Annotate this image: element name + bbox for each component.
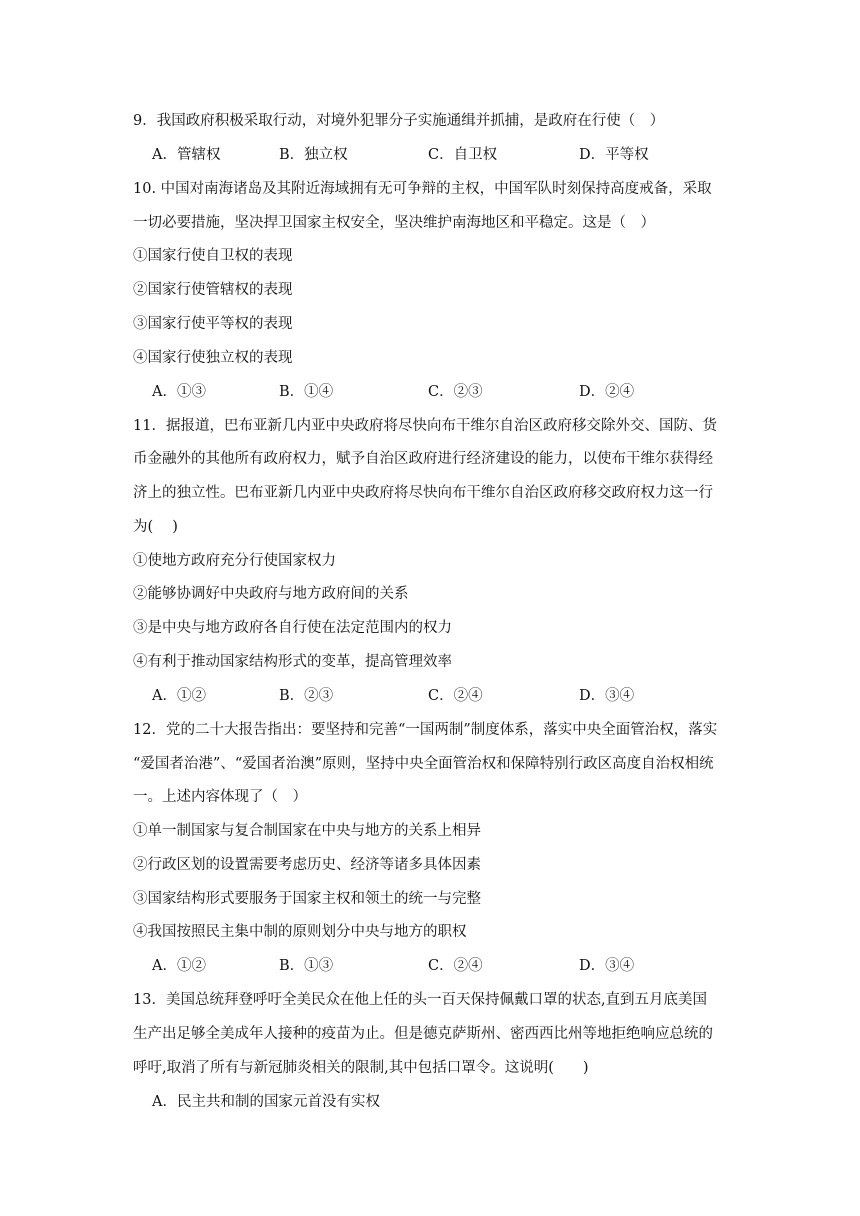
question-10-statement-4: ④国家行使独立权的表现 xyxy=(133,350,293,366)
question-9-option-a: A．管辖权 xyxy=(152,147,221,163)
question-10-line-2: 一切必要措施，坚决捍卫国家主权安全，坚决维护南海地区和平稳定。这是（ ） xyxy=(133,215,655,231)
question-11-line-4: 为( ) xyxy=(133,519,178,535)
question-10-options xyxy=(152,382,752,402)
question-12-option-c: C．②④ xyxy=(428,958,483,974)
question-13-line-1: 13．美国总统拜登呼吁全美民众在他上任的头一百天保持佩戴口罩的状态,直到五月底美国 xyxy=(133,992,708,1008)
question-10-option-a: A．①③ xyxy=(152,384,206,400)
question-9-option-d: D．平等权 xyxy=(579,147,649,163)
question-10-option-d: D．②④ xyxy=(579,384,635,400)
question-11-statement-1: ①使地方政府充分行使国家权力 xyxy=(133,553,336,569)
question-12-option-d: D．③④ xyxy=(579,958,635,974)
question-11-option-c: C．②④ xyxy=(428,688,483,704)
question-11-statement-3: ③是中央与地方政府各自行使在法定范围内的权力 xyxy=(133,620,452,636)
question-10-statement-2: ②国家行使管辖权的表现 xyxy=(133,282,293,298)
question-12-line-2: “爱国者治港”、“爱国者治澳”原则，坚持中央全面管治权和保障特别行政区高度自治权相统 xyxy=(133,756,714,772)
question-11-option-a: A．①② xyxy=(152,688,206,704)
question-12-line-3: 一。上述内容体现了（ ） xyxy=(133,789,307,805)
question-10-option-b: B．①④ xyxy=(279,384,334,400)
question-13-option-a: A．民主共和制的国家元首没有实权 xyxy=(152,1094,380,1110)
question-12-option-b: B．①③ xyxy=(279,958,334,974)
question-11-option-b: B．②③ xyxy=(279,688,334,704)
question-12-options xyxy=(152,956,752,976)
question-10-option-c: C．②③ xyxy=(428,384,483,400)
question-10-statement-3: ③国家行使平等权的表现 xyxy=(133,316,293,332)
question-12-statement-2: ②行政区划的设置需要考虑历史、经济等诸多具体因素 xyxy=(133,857,481,873)
question-11-statement-4: ④有利于推动国家结构形式的变革，提高管理效率 xyxy=(133,654,452,670)
question-11-line-1: 11．据报道，巴布亚新几内亚中央政府将尽快向布干维尔自治区政府移交除外交、国防、货 xyxy=(133,418,717,434)
question-13-line-2: 生产出足够全美成年人接种的疫苗为止。但是德克萨斯州、密西西比州等地拒绝响应总统的 xyxy=(133,1026,713,1042)
question-11-line-2: 币金融外的其他所有政府权力，赋予自治区政府进行经济建设的能力，以使布干维尔获得经 xyxy=(133,451,713,467)
question-11-options xyxy=(152,686,752,706)
question-9-option-c: C．自卫权 xyxy=(428,147,498,163)
question-9-line-1: 9．我国政府积极采取行动，对境外犯罪分子实施通缉并抓捕，是政府在行使（ ） xyxy=(133,113,665,129)
question-10-line-1: 10. 中国对南海诸岛及其附近海域拥有无可争辩的主权，中国军队时刻保持高度戒备，采取 xyxy=(133,181,712,197)
question-12-option-a: A．①② xyxy=(152,958,206,974)
question-10-statement-1: ①国家行使自卫权的表现 xyxy=(133,248,293,264)
question-11-line-3: 济上的独立性。巴布亚新几内亚中央政府将尽快向布干维尔自治区政府移交政府权力这一行 xyxy=(133,485,713,501)
question-12-line-1: 12．党的二十大报告指出：要坚持和完善“一国两制”制度体系，落实中央全面管治权，落实 xyxy=(133,722,718,738)
question-12-statement-4: ④我国按照民主集中制的原则划分中央与地方的职权 xyxy=(133,924,467,940)
question-12-statement-1: ①单一制国家与复合制国家在中央与地方的关系上相异 xyxy=(133,823,481,839)
question-13-line-3: 呼吁,取消了所有与新冠肺炎相关的限制,其中包括口罩令。这说明( ) xyxy=(133,1060,589,1076)
question-11-option-d: D．③④ xyxy=(579,688,635,704)
question-9-options xyxy=(152,145,752,165)
question-9-option-b: B．独立权 xyxy=(279,147,348,163)
question-13-options xyxy=(152,1092,752,1112)
question-12-statement-3: ③国家结构形式要服务于国家主权和领土的统一与完整 xyxy=(133,891,481,907)
question-11-statement-2: ②能够协调好中央政府与地方政府间的关系 xyxy=(133,586,409,602)
